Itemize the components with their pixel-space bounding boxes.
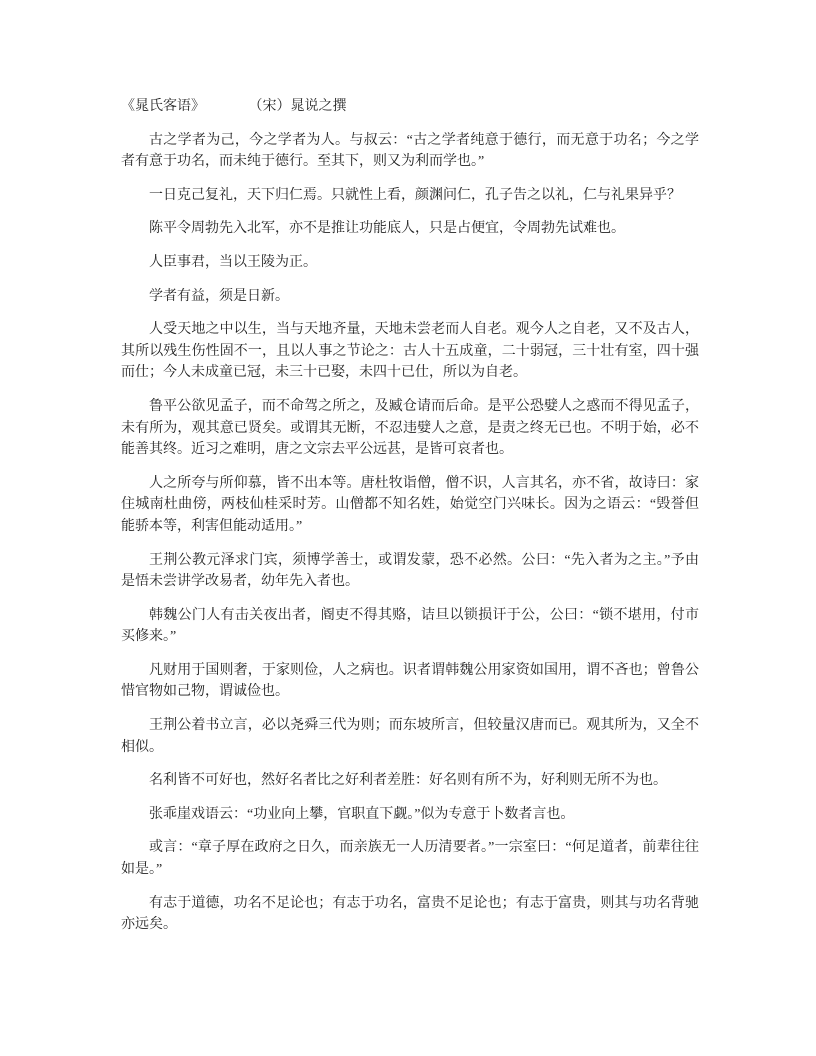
- title-line: [121, 96, 699, 118]
- paragraph: 人臣事君，当以王陵为正。: [149, 254, 317, 270]
- paragraph: 陈平令周勃先入北军，亦不是推让功能底人，只是占便宜，令周勃先试难也。: [149, 221, 625, 237]
- paragraph: 古之学者为己，今之学者为人。与叔云：“古之学者纯意于德行，而无意于功名；今之学者有意于功名，而未纯于德行。至其下，则又为利而学也。”: [121, 132, 699, 170]
- document-author: （宋）晁说之撰: [248, 99, 347, 114]
- paragraph: 人之所夸与所仰慕，皆不出本等。唐杜牧诣僧，僧不识，人言其名，亦不省，故诗曰：家住城南杜曲傍，两枝仙桂采时芳。山僧都不知名姓，始觉空门兴味长。因为之语云：“毁誉但能骄本等，利害但能动适用。”: [121, 475, 699, 534]
- paragraph: 有志于道德，功名不足论也；有志于功名，富贵不足论也；有志于富贵，则其与功名背驰亦远矣。: [121, 895, 699, 933]
- document-content: [121, 96, 699, 948]
- paragraph: 人受天地之中以生，当与天地齐量，天地未尝老而人自老。观今人之自老，又不及古人，其所以残生伤性固不一，且以人事之节论之：古人十五成童，二十弱冠，三十壮有室，四十强而仕；今人未成童已冠，未三十已娶，未四十已仕，所以为自老。: [121, 322, 699, 381]
- paragraph: 学者有益，须是日新。: [149, 288, 289, 304]
- paragraph: 韩魏公门人有击关夜出者，阍吏不得其赂，诘旦以锁损讦于公，公曰：“锁不堪用，付市买修来。”: [121, 607, 699, 645]
- paragraph: 凡财用于国则奢，于家则俭，人之病也。识者谓韩魏公用家资如国用，谓不吝也；曾鲁公惜官物如己物，谓诚俭也。: [121, 662, 699, 700]
- paragraph: 名利皆不可好也，然好名者比之好利者差胜：好名则有所不为，好利则无所不为也。: [149, 773, 667, 789]
- paragraph: 或言：“章子厚在政府之日久，而亲族无一人历清要者。”一宗室曰：“何足道者，前辈往往如是。”: [121, 840, 699, 878]
- document-title: 《晁氏客语》: [121, 99, 205, 114]
- paragraph: 王荆公着书立言，必以尧舜三代为则；而东坡所言，但较量汉唐而已。观其所为，又全不相似。: [121, 718, 699, 755]
- paragraph: 王荆公教元泽求门宾，须博学善士，或谓发蒙，恐不必然。公曰：“先入者为之主。”予由是悟未尝讲学改易者，幼年先入者也。: [121, 552, 699, 590]
- paragraph: 一日克己复礼，天下归仁焉。只就性上看，颜渊问仁，孔子告之以礼，仁与礼果异乎？: [149, 187, 681, 203]
- paragraph: 张乖崖戏语云：“功业向上攀，官职直下觑。”似为专意于卜数者言也。: [149, 806, 575, 822]
- paragraph: 鲁平公欲见孟子，而不命驾之所之，及臧仓请而后命。是平公恐嬖人之惑而不得见孟子，未有所为，观其意已贤矣。或谓其无断，不忍违嬖人之意，是责之终无已也。不明于始，必不能善其终。近习之难明，唐之文宗去平公远甚，是皆可哀者也。: [121, 398, 699, 458]
